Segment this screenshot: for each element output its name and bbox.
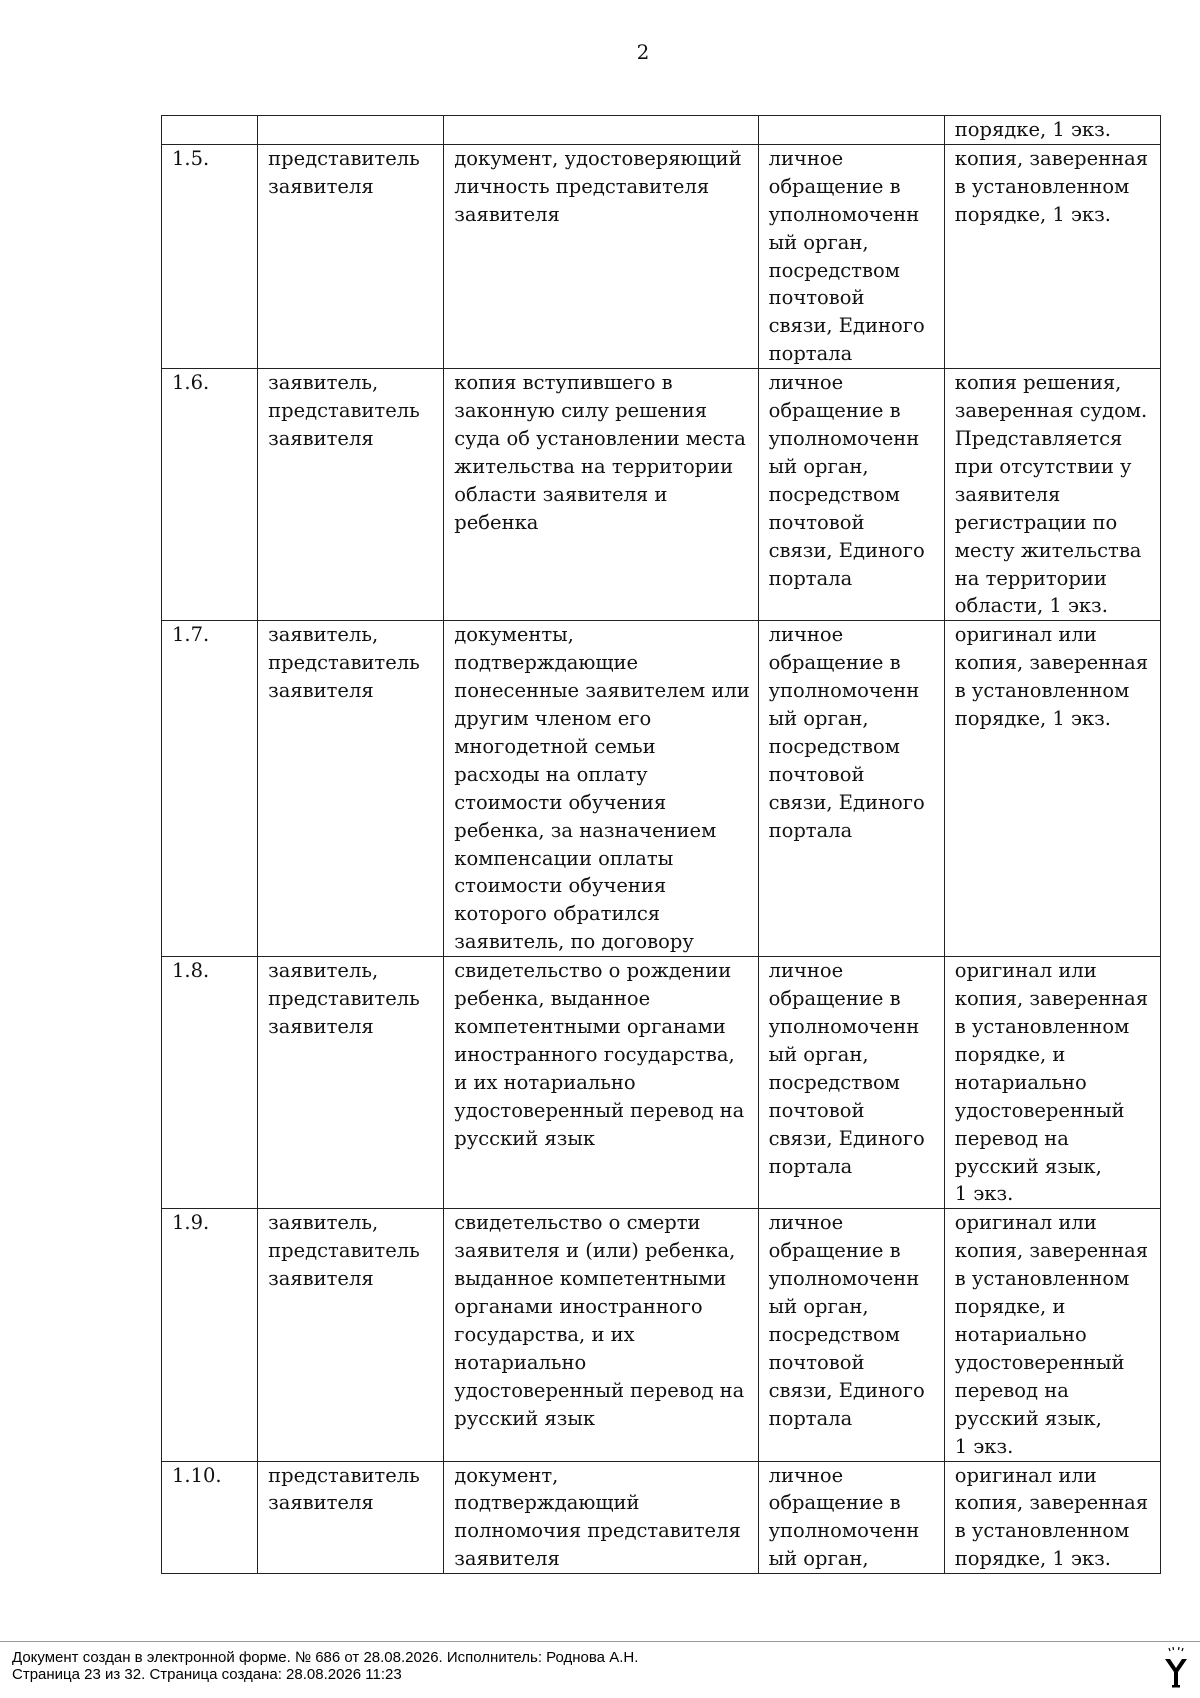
document-form-cell: оригинал или копия, заверенная в установленном порядке, и нотариально удостоверенный перевод на русский язык, 1 экз. xyxy=(944,957,1160,1209)
document-cell: свидетельство о смерти заявителя и (или) ребенка, выданное компетентными органами иностранного государства, и их нотариально удостоверенный перевод на русский язык xyxy=(444,1209,758,1461)
applicant-cell xyxy=(258,116,444,145)
table-row xyxy=(162,621,1161,957)
footer-page-info: Страница 23 из 32. Страница создана: 28.08.2026 11:23 xyxy=(12,1666,402,1683)
row-number-cell: 1.10. xyxy=(162,1461,258,1574)
submission-method-cell: личное обращение в уполномоченн ый орган, посредством почтовой связи, Единого портала xyxy=(758,369,944,621)
submission-method-cell: личное обращение в уполномоченн ый орган, посредством почтовой связи, Единого портала xyxy=(758,144,944,368)
document-cell: документы, подтверждающие понесенные заявителем или другим членом его многодетной семьи расходы на оплату стоимости обучения ребенка, за назначением компенсации оплаты стоимости обучения которого обратился заявитель, по договору xyxy=(444,621,758,957)
document-form-cell: оригинал или копия, заверенная в установленном порядке, и нотариально удостоверенный перевод на русский язык, 1 экз. xyxy=(944,1209,1160,1461)
row-number-cell xyxy=(162,116,258,145)
table-row xyxy=(162,1209,1161,1461)
submission-method-cell: личное обращение в уполномоченн ый орган, посредством почтовой связи, Единого портала xyxy=(758,957,944,1209)
row-number-cell: 1.9. xyxy=(162,1209,258,1461)
applicant-cell: заявитель, представитель заявителя xyxy=(258,369,444,621)
submission-method-cell: личное обращение в уполномоченн ый орган, посредством почтовой связи, Единого портала xyxy=(758,1209,944,1461)
table-row xyxy=(162,144,1161,368)
document-form-cell: оригинал или копия, заверенная в установленном порядке, 1 экз. xyxy=(944,1461,1160,1574)
emblem-logo-icon xyxy=(1162,1645,1190,1689)
table-row xyxy=(162,369,1161,621)
applicant-cell: представитель заявителя xyxy=(258,144,444,368)
document-cell: копия вступившего в законную силу решения суда об установлении места жительства на территории области заявителя и ребенка xyxy=(444,369,758,621)
document-cell xyxy=(444,116,758,145)
applicant-cell: заявитель, представитель заявителя xyxy=(258,957,444,1209)
document-cell: свидетельство о рождении ребенка, выданное компетентными органами иностранного государства, и их нотариально удостоверенный перевод на русский язык xyxy=(444,957,758,1209)
table-row xyxy=(162,116,1161,145)
document-form-cell: порядке, 1 экз. xyxy=(944,116,1160,145)
row-number-cell: 1.8. xyxy=(162,957,258,1209)
table-row xyxy=(162,957,1161,1209)
submission-method-cell xyxy=(758,116,944,145)
footer-divider xyxy=(0,1641,1200,1642)
row-number-cell: 1.6. xyxy=(162,369,258,621)
submission-method-cell: личное обращение в уполномоченн ый орган, посредством почтовой связи, Единого портала xyxy=(758,621,944,957)
table-row xyxy=(162,1461,1161,1574)
document-form-cell: копия, заверенная в установленном порядке, 1 экз. xyxy=(944,144,1160,368)
page-number: 2 xyxy=(636,40,650,64)
document-form-cell: копия решения, заверенная судом. Представляется при отсутствии у заявителя регистрации по месту жительства на территории области, 1 экз. xyxy=(944,369,1160,621)
footer-text xyxy=(12,1649,638,1683)
row-number-cell: 1.5. xyxy=(162,144,258,368)
documents-table xyxy=(161,115,1161,1574)
submission-method-cell: личное обращение в уполномоченн ый орган, xyxy=(758,1461,944,1574)
document-form-cell: оригинал или копия, заверенная в установленном порядке, 1 экз. xyxy=(944,621,1160,957)
row-number-cell: 1.7. xyxy=(162,621,258,957)
applicant-cell: представитель заявителя xyxy=(258,1461,444,1574)
applicant-cell: заявитель, представитель заявителя xyxy=(258,1209,444,1461)
footer xyxy=(0,1641,1200,1698)
document-cell: документ, удостоверяющий личность представителя заявителя xyxy=(444,144,758,368)
document-cell: документ, подтверждающий полномочия представителя заявителя xyxy=(444,1461,758,1574)
footer-document-info: Документ создан в электронной форме. № 686 от 28.08.2026. Исполнитель: Роднова А.Н. xyxy=(12,1649,639,1666)
applicant-cell: заявитель, представитель заявителя xyxy=(258,621,444,957)
